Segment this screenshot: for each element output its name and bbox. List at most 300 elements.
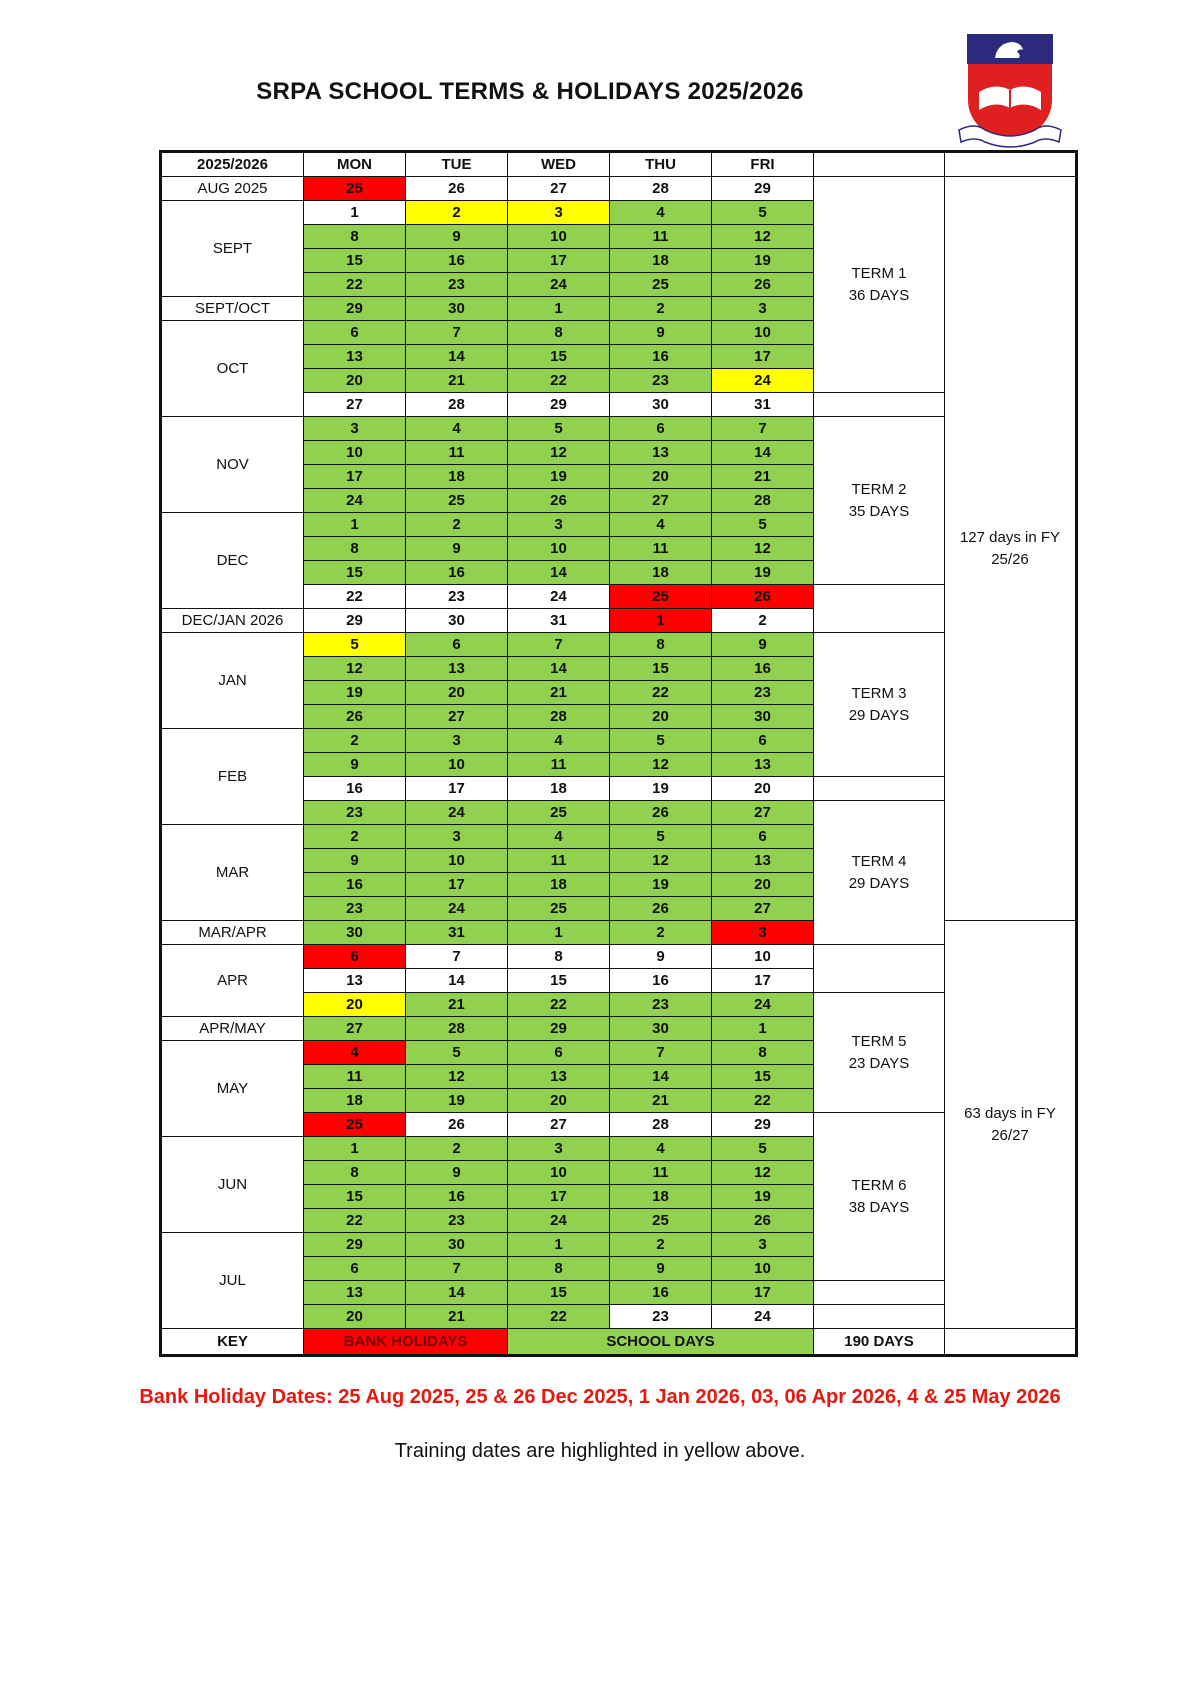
day-cell: 2 (712, 609, 814, 633)
day-cell: 20 (304, 1305, 406, 1329)
day-cell: 18 (610, 249, 712, 273)
day-cell: 26 (406, 177, 508, 201)
day-cell: 12 (406, 1065, 508, 1089)
day-cell: 18 (610, 561, 712, 585)
day-cell: 13 (508, 1065, 610, 1089)
day-cell: 1 (508, 297, 610, 321)
day-cell: 2 (304, 729, 406, 753)
term-name: TERM 4 (851, 852, 907, 870)
day-cell: 27 (610, 489, 712, 513)
day-cell: 21 (406, 1305, 508, 1329)
day-cell: 13 (712, 849, 814, 873)
month-label: SEPT/OCT (161, 297, 304, 321)
month-label: APR (161, 945, 304, 1017)
day-cell: 1 (610, 609, 712, 633)
day-cell: 19 (610, 873, 712, 897)
day-cell: 16 (610, 1281, 712, 1305)
day-cell: 7 (712, 417, 814, 441)
month-label: APR/MAY (161, 1017, 304, 1041)
day-header-thu: THU (610, 152, 712, 177)
day-cell: 26 (406, 1113, 508, 1137)
day-cell: 25 (610, 1209, 712, 1233)
fy-days: 63 days in FY 26/27 (945, 921, 1077, 1329)
header-row (161, 152, 1077, 177)
day-cell: 9 (406, 537, 508, 561)
day-cell: 6 (304, 321, 406, 345)
day-cell: 11 (610, 537, 712, 561)
month-label: FEB (161, 729, 304, 825)
day-cell: 16 (610, 969, 712, 993)
key-row (161, 1329, 1077, 1356)
day-cell: 23 (406, 273, 508, 297)
day-cell: 30 (406, 609, 508, 633)
day-cell: 14 (508, 657, 610, 681)
term-label (814, 177, 945, 393)
day-cell: 6 (508, 1041, 610, 1065)
day-cell: 3 (508, 201, 610, 225)
day-cell: 4 (406, 417, 508, 441)
day-cell: 22 (610, 681, 712, 705)
day-cell: 9 (304, 753, 406, 777)
day-cell: 7 (508, 633, 610, 657)
day-cell: 11 (610, 225, 712, 249)
month-label: MAR (161, 825, 304, 921)
day-cell: 12 (712, 537, 814, 561)
day-cell: 17 (304, 465, 406, 489)
key-school-days: SCHOOL DAYS (508, 1329, 814, 1356)
week-row (161, 417, 1077, 441)
calendar-table (159, 150, 1078, 1357)
month-label: DEC (161, 513, 304, 609)
day-cell: 26 (610, 897, 712, 921)
day-cell: 2 (304, 825, 406, 849)
day-cell: 4 (610, 201, 712, 225)
day-cell: 22 (304, 273, 406, 297)
day-cell: 10 (508, 537, 610, 561)
day-cell: 27 (406, 705, 508, 729)
day-cell: 11 (508, 849, 610, 873)
day-cell: 5 (610, 729, 712, 753)
day-cell: 16 (304, 873, 406, 897)
day-cell: 14 (406, 969, 508, 993)
day-cell: 24 (508, 585, 610, 609)
day-cell: 25 (304, 1113, 406, 1137)
day-cell: 15 (304, 1185, 406, 1209)
day-cell: 28 (406, 393, 508, 417)
day-cell: 23 (406, 1209, 508, 1233)
day-cell: 5 (304, 633, 406, 657)
day-cell: 25 (610, 585, 712, 609)
term-name: TERM 6 (851, 1176, 907, 1194)
day-cell: 26 (508, 489, 610, 513)
day-cell: 24 (508, 1209, 610, 1233)
day-cell: 28 (712, 489, 814, 513)
day-cell: 22 (508, 1305, 610, 1329)
day-cell: 5 (712, 201, 814, 225)
day-cell: 16 (304, 777, 406, 801)
day-cell: 15 (304, 561, 406, 585)
day-cell: 6 (610, 417, 712, 441)
day-cell: 13 (406, 657, 508, 681)
day-cell: 23 (304, 801, 406, 825)
day-cell: 4 (610, 513, 712, 537)
day-cell: 23 (712, 681, 814, 705)
day-cell: 15 (712, 1065, 814, 1089)
day-cell: 3 (406, 825, 508, 849)
term-days: 38 DAYS (848, 1198, 910, 1216)
day-cell: 12 (610, 849, 712, 873)
day-cell: 24 (508, 273, 610, 297)
day-cell: 3 (508, 513, 610, 537)
term-name: TERM 5 (851, 1032, 907, 1050)
week-row (161, 633, 1077, 657)
day-cell: 3 (406, 729, 508, 753)
week-row (161, 945, 1077, 969)
day-cell: 26 (712, 585, 814, 609)
day-cell: 23 (610, 993, 712, 1017)
day-cell: 22 (508, 993, 610, 1017)
day-cell: 24 (712, 369, 814, 393)
term-label (814, 417, 945, 585)
day-cell: 20 (406, 681, 508, 705)
day-cell: 30 (610, 393, 712, 417)
day-cell: 14 (406, 345, 508, 369)
day-cell: 8 (508, 945, 610, 969)
day-cell: 7 (406, 1257, 508, 1281)
day-cell: 8 (304, 225, 406, 249)
day-cell: 9 (304, 849, 406, 873)
day-cell: 30 (712, 705, 814, 729)
day-cell: 8 (304, 537, 406, 561)
day-cell: 1 (508, 1233, 610, 1257)
month-label: AUG 2025 (161, 177, 304, 201)
day-cell: 15 (508, 345, 610, 369)
day-cell: 24 (304, 489, 406, 513)
day-cell: 22 (304, 585, 406, 609)
week-row (161, 177, 1077, 201)
day-cell: 16 (610, 345, 712, 369)
day-cell: 30 (304, 921, 406, 945)
day-cell: 1 (712, 1017, 814, 1041)
day-cell: 3 (712, 297, 814, 321)
day-cell: 4 (304, 1041, 406, 1065)
day-cell: 4 (610, 1137, 712, 1161)
day-cell: 28 (508, 705, 610, 729)
day-header-fri: FRI (712, 152, 814, 177)
day-cell: 18 (508, 777, 610, 801)
day-cell: 25 (508, 801, 610, 825)
day-cell: 17 (508, 1185, 610, 1209)
day-cell: 27 (712, 897, 814, 921)
term-name: TERM 2 (851, 480, 907, 498)
day-cell: 11 (508, 753, 610, 777)
day-cell: 31 (712, 393, 814, 417)
day-cell: 22 (712, 1089, 814, 1113)
day-cell: 13 (610, 441, 712, 465)
day-cell: 27 (508, 177, 610, 201)
day-cell: 17 (712, 969, 814, 993)
day-cell: 11 (610, 1161, 712, 1185)
term-label (814, 633, 945, 777)
day-cell: 25 (610, 273, 712, 297)
day-cell: 6 (406, 633, 508, 657)
day-cell: 29 (304, 297, 406, 321)
day-cell: 8 (508, 321, 610, 345)
day-cell: 10 (406, 849, 508, 873)
day-cell: 22 (508, 369, 610, 393)
training-note: Training dates are highlighted in yellow above. (394, 1440, 806, 1462)
total-days: 190 DAYS (814, 1329, 945, 1356)
day-cell: 16 (712, 657, 814, 681)
month-label: SEPT (161, 201, 304, 297)
day-cell: 14 (406, 1281, 508, 1305)
day-cell: 26 (304, 705, 406, 729)
month-label: MAY (161, 1041, 304, 1137)
day-cell: 17 (712, 345, 814, 369)
term-name: TERM 3 (851, 684, 907, 702)
month-label: MAR/APR (161, 921, 304, 945)
day-cell: 19 (712, 1185, 814, 1209)
day-cell: 23 (304, 897, 406, 921)
day-cell: 20 (508, 1089, 610, 1113)
day-cell: 28 (406, 1017, 508, 1041)
day-cell: 21 (610, 1089, 712, 1113)
day-cell: 15 (508, 1281, 610, 1305)
day-cell: 23 (406, 585, 508, 609)
day-cell: 3 (508, 1137, 610, 1161)
day-cell: 3 (712, 1233, 814, 1257)
day-cell: 9 (712, 633, 814, 657)
day-cell: 13 (304, 969, 406, 993)
day-cell: 2 (610, 297, 712, 321)
day-cell: 27 (304, 1017, 406, 1041)
day-cell: 14 (610, 1065, 712, 1089)
term-days: 23 DAYS (848, 1054, 910, 1072)
day-cell: 21 (712, 465, 814, 489)
day-cell: 27 (304, 393, 406, 417)
day-cell: 10 (712, 1257, 814, 1281)
day-cell: 10 (508, 1161, 610, 1185)
term-gap (814, 945, 945, 993)
day-cell: 13 (712, 753, 814, 777)
day-cell: 10 (712, 321, 814, 345)
day-cell: 29 (508, 393, 610, 417)
term-name: TERM 1 (851, 264, 907, 282)
term-gap (814, 393, 945, 417)
day-cell: 15 (304, 249, 406, 273)
day-cell: 30 (610, 1017, 712, 1041)
day-cell: 21 (406, 369, 508, 393)
day-cell: 29 (712, 1113, 814, 1137)
day-header-mon: MON (304, 152, 406, 177)
month-label: NOV (161, 417, 304, 513)
day-cell: 20 (610, 465, 712, 489)
day-cell: 11 (406, 441, 508, 465)
day-cell: 5 (610, 825, 712, 849)
key-bank-holidays: BANK HOLIDAYS (304, 1329, 508, 1356)
day-cell: 25 (304, 177, 406, 201)
day-cell: 26 (712, 1209, 814, 1233)
day-cell: 11 (304, 1065, 406, 1089)
month-label: JAN (161, 633, 304, 729)
day-cell: 25 (406, 489, 508, 513)
fy-header (945, 152, 1077, 177)
month-label: OCT (161, 321, 304, 417)
day-header-wed: WED (508, 152, 610, 177)
day-cell: 19 (406, 1089, 508, 1113)
day-cell: 19 (610, 777, 712, 801)
day-cell: 14 (712, 441, 814, 465)
day-cell: 1 (304, 201, 406, 225)
day-cell: 29 (508, 1017, 610, 1041)
day-cell: 21 (406, 993, 508, 1017)
day-cell: 8 (508, 1257, 610, 1281)
day-cell: 18 (304, 1089, 406, 1113)
day-cell: 12 (712, 1161, 814, 1185)
day-cell: 9 (610, 321, 712, 345)
day-cell: 24 (406, 897, 508, 921)
day-cell: 6 (304, 1257, 406, 1281)
day-cell: 5 (712, 1137, 814, 1161)
day-cell: 27 (508, 1113, 610, 1137)
day-cell: 17 (406, 777, 508, 801)
day-cell: 6 (304, 945, 406, 969)
day-cell: 24 (712, 993, 814, 1017)
month-label: DEC/JAN 2026 (161, 609, 304, 633)
day-cell: 5 (508, 417, 610, 441)
month-label: JUL (161, 1233, 304, 1329)
day-cell: 24 (712, 1305, 814, 1329)
bank-holiday-dates: Bank Holiday Dates: 25 Aug 2025, 25 & 26 Dec 2025, 1 Jan 2026, 03, 06 Apr 2026, 4 & 25 May 2026 (139, 1386, 1061, 1408)
page-title: SRPA SCHOOL TERMS & HOLIDAYS 2025/2026 (256, 78, 804, 105)
day-cell: 12 (508, 441, 610, 465)
day-cell: 19 (712, 561, 814, 585)
term-label (814, 1113, 945, 1281)
day-cell: 3 (712, 921, 814, 945)
day-cell: 9 (610, 945, 712, 969)
month-label: JUN (161, 1137, 304, 1233)
day-cell: 28 (610, 1113, 712, 1137)
day-cell: 3 (304, 417, 406, 441)
day-cell: 30 (406, 1233, 508, 1257)
day-cell: 10 (712, 945, 814, 969)
day-cell: 16 (406, 1185, 508, 1209)
day-cell: 20 (304, 369, 406, 393)
day-cell: 17 (508, 249, 610, 273)
day-cell: 15 (610, 657, 712, 681)
day-cell: 27 (712, 801, 814, 825)
day-cell: 29 (304, 609, 406, 633)
term-label (814, 993, 945, 1113)
term-label (814, 801, 945, 945)
day-cell: 19 (304, 681, 406, 705)
day-cell: 22 (304, 1209, 406, 1233)
key-label: KEY (161, 1329, 304, 1356)
day-cell: 24 (406, 801, 508, 825)
day-cell: 9 (406, 1161, 508, 1185)
day-cell: 14 (508, 561, 610, 585)
day-cell: 19 (712, 249, 814, 273)
day-cell: 8 (712, 1041, 814, 1065)
day-cell: 21 (508, 681, 610, 705)
day-cell: 7 (610, 1041, 712, 1065)
day-cell: 1 (508, 921, 610, 945)
day-cell: 17 (406, 873, 508, 897)
term-days: 36 DAYS (848, 286, 910, 304)
term-gap (814, 1281, 945, 1305)
day-cell: 20 (304, 993, 406, 1017)
day-cell: 16 (406, 561, 508, 585)
year-header: 2025/2026 (161, 152, 304, 177)
day-cell: 10 (304, 441, 406, 465)
day-cell: 29 (712, 177, 814, 201)
school-crest-logo (955, 30, 1065, 152)
day-cell: 8 (304, 1161, 406, 1185)
day-cell: 7 (406, 945, 508, 969)
term-days: 35 DAYS (848, 502, 910, 520)
day-cell: 2 (406, 513, 508, 537)
day-cell: 10 (406, 753, 508, 777)
day-cell: 9 (610, 1257, 712, 1281)
day-cell: 2 (610, 1233, 712, 1257)
day-cell: 13 (304, 1281, 406, 1305)
day-cell: 1 (304, 513, 406, 537)
day-cell: 9 (406, 225, 508, 249)
day-cell: 13 (304, 345, 406, 369)
day-cell: 18 (508, 873, 610, 897)
key-empty (945, 1329, 1077, 1356)
day-cell: 18 (406, 465, 508, 489)
day-cell: 25 (508, 897, 610, 921)
term-gap (814, 777, 945, 801)
fy-days: 127 days in FY 25/26 (945, 177, 1077, 921)
day-cell: 26 (712, 273, 814, 297)
day-cell: 16 (406, 249, 508, 273)
day-cell: 28 (610, 177, 712, 201)
day-cell: 15 (508, 969, 610, 993)
day-cell: 12 (712, 225, 814, 249)
day-cell: 26 (610, 801, 712, 825)
day-cell: 31 (508, 609, 610, 633)
day-cell: 29 (304, 1233, 406, 1257)
day-cell: 18 (610, 1185, 712, 1209)
day-cell: 6 (712, 825, 814, 849)
day-cell: 20 (610, 705, 712, 729)
day-cell: 23 (610, 1305, 712, 1329)
day-cell: 19 (508, 465, 610, 489)
day-cell: 4 (508, 825, 610, 849)
term-calendar (159, 150, 1075, 1361)
term-days: 29 DAYS (848, 874, 910, 892)
day-cell: 10 (508, 225, 610, 249)
day-cell: 2 (406, 201, 508, 225)
day-header-tue: TUE (406, 152, 508, 177)
day-cell: 20 (712, 777, 814, 801)
term-gap (814, 585, 945, 633)
day-cell: 20 (712, 873, 814, 897)
term-days: 29 DAYS (848, 706, 910, 724)
day-cell: 1 (304, 1137, 406, 1161)
day-cell: 2 (610, 921, 712, 945)
day-cell: 23 (610, 369, 712, 393)
day-cell: 12 (304, 657, 406, 681)
day-cell: 30 (406, 297, 508, 321)
day-cell: 2 (406, 1137, 508, 1161)
day-cell: 5 (712, 513, 814, 537)
day-cell: 5 (406, 1041, 508, 1065)
term-header (814, 152, 945, 177)
day-cell: 8 (610, 633, 712, 657)
